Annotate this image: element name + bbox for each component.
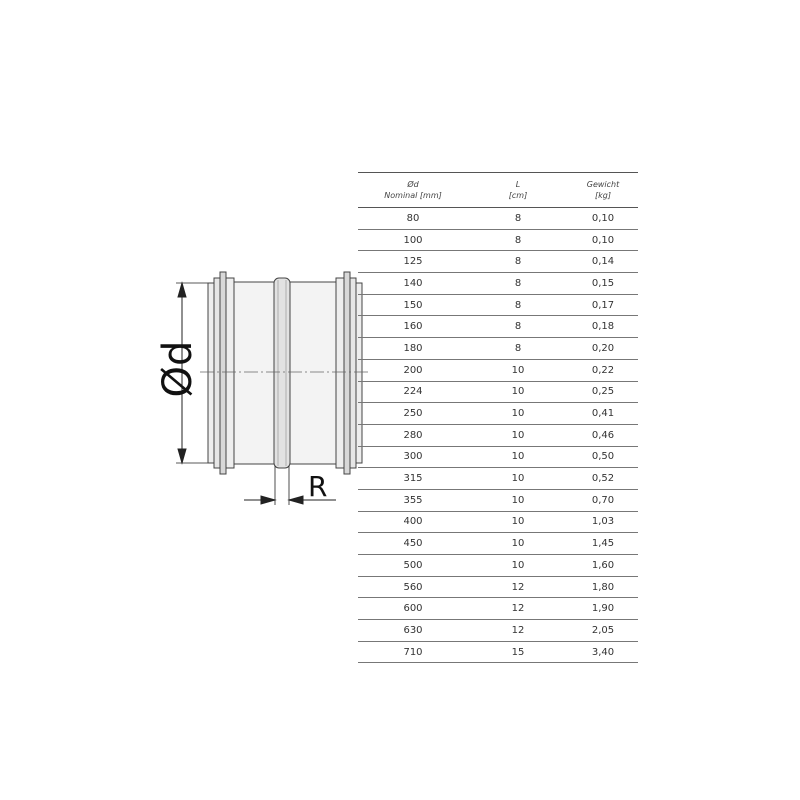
spec-table [358, 172, 638, 663]
cell-length: 10 [468, 489, 568, 511]
cell-weight: 1,45 [568, 533, 638, 555]
diameter-label: Ød [155, 340, 201, 398]
cell-weight: 0,46 [568, 424, 638, 446]
cell-diameter: 280 [358, 424, 468, 446]
table-row [358, 251, 638, 273]
cell-diameter: 400 [358, 511, 468, 533]
cell-length: 8 [468, 316, 568, 338]
cell-diameter: 450 [358, 533, 468, 555]
cell-diameter: 100 [358, 229, 468, 251]
cell-diameter: 224 [358, 381, 468, 403]
coupling-body [234, 278, 336, 468]
cell-length: 8 [468, 338, 568, 360]
cell-length: 8 [468, 273, 568, 295]
cell-weight: 0,25 [568, 381, 638, 403]
cell-diameter: 140 [358, 273, 468, 295]
cell-weight: 1,80 [568, 576, 638, 598]
table-row [358, 511, 638, 533]
table-row [358, 273, 638, 295]
cell-weight: 0,20 [568, 338, 638, 360]
cell-diameter: 150 [358, 294, 468, 316]
cell-weight: 0,15 [568, 273, 638, 295]
cell-weight: 0,14 [568, 251, 638, 273]
cell-length: 15 [468, 641, 568, 663]
cell-weight: 1,90 [568, 598, 638, 620]
table-row [358, 641, 638, 663]
cell-diameter: 500 [358, 555, 468, 577]
header-length: L [cm] [468, 173, 568, 208]
table-row [358, 316, 638, 338]
table-row [358, 555, 638, 577]
cell-length: 12 [468, 576, 568, 598]
cell-length: 10 [468, 511, 568, 533]
cell-length: 10 [468, 468, 568, 490]
table-row [358, 620, 638, 642]
cell-diameter: 125 [358, 251, 468, 273]
cell-diameter: 315 [358, 468, 468, 490]
cell-diameter: 200 [358, 359, 468, 381]
cell-weight: 2,05 [568, 620, 638, 642]
table-row [358, 424, 638, 446]
table-row [358, 294, 638, 316]
cell-diameter: 600 [358, 598, 468, 620]
table-row [358, 468, 638, 490]
cell-diameter: 250 [358, 403, 468, 425]
cell-diameter: 355 [358, 489, 468, 511]
cell-weight: 1,60 [568, 555, 638, 577]
cell-diameter: 180 [358, 338, 468, 360]
cell-weight: 0,52 [568, 468, 638, 490]
radius-label: R [308, 470, 328, 503]
cell-length: 10 [468, 533, 568, 555]
cell-diameter: 160 [358, 316, 468, 338]
table-row [358, 576, 638, 598]
cell-weight: 0,10 [568, 208, 638, 230]
table-row [358, 598, 638, 620]
cell-diameter: 300 [358, 446, 468, 468]
cell-length: 12 [468, 598, 568, 620]
left-flange [208, 272, 234, 474]
cell-length: 8 [468, 229, 568, 251]
table-row [358, 359, 638, 381]
cell-weight: 1,03 [568, 511, 638, 533]
cell-diameter: 710 [358, 641, 468, 663]
header-weight: Gewicht [kg] [568, 173, 638, 208]
table-row [358, 403, 638, 425]
table-body [358, 208, 638, 663]
cell-length: 10 [468, 555, 568, 577]
cell-diameter: 630 [358, 620, 468, 642]
cell-weight: 0,22 [568, 359, 638, 381]
table-row [358, 229, 638, 251]
table-row [358, 533, 638, 555]
table-header-row [358, 173, 638, 208]
cell-diameter: 80 [358, 208, 468, 230]
cell-weight: 0,70 [568, 489, 638, 511]
cell-length: 8 [468, 208, 568, 230]
cell-length: 10 [468, 359, 568, 381]
header-diameter: Ød Nominal [mm] [358, 173, 468, 208]
cell-weight: 0,41 [568, 403, 638, 425]
table-row [358, 208, 638, 230]
cell-length: 12 [468, 620, 568, 642]
cell-length: 10 [468, 403, 568, 425]
cell-length: 8 [468, 294, 568, 316]
cell-weight: 3,40 [568, 641, 638, 663]
table-row [358, 489, 638, 511]
cell-length: 10 [468, 424, 568, 446]
cell-weight: 0,10 [568, 229, 638, 251]
table-row [358, 446, 638, 468]
cell-weight: 0,18 [568, 316, 638, 338]
table-row [358, 338, 638, 360]
cell-weight: 0,50 [568, 446, 638, 468]
cell-weight: 0,17 [568, 294, 638, 316]
cell-diameter: 560 [358, 576, 468, 598]
table-row [358, 381, 638, 403]
cell-length: 10 [468, 381, 568, 403]
cell-length: 8 [468, 251, 568, 273]
cell-length: 10 [468, 446, 568, 468]
